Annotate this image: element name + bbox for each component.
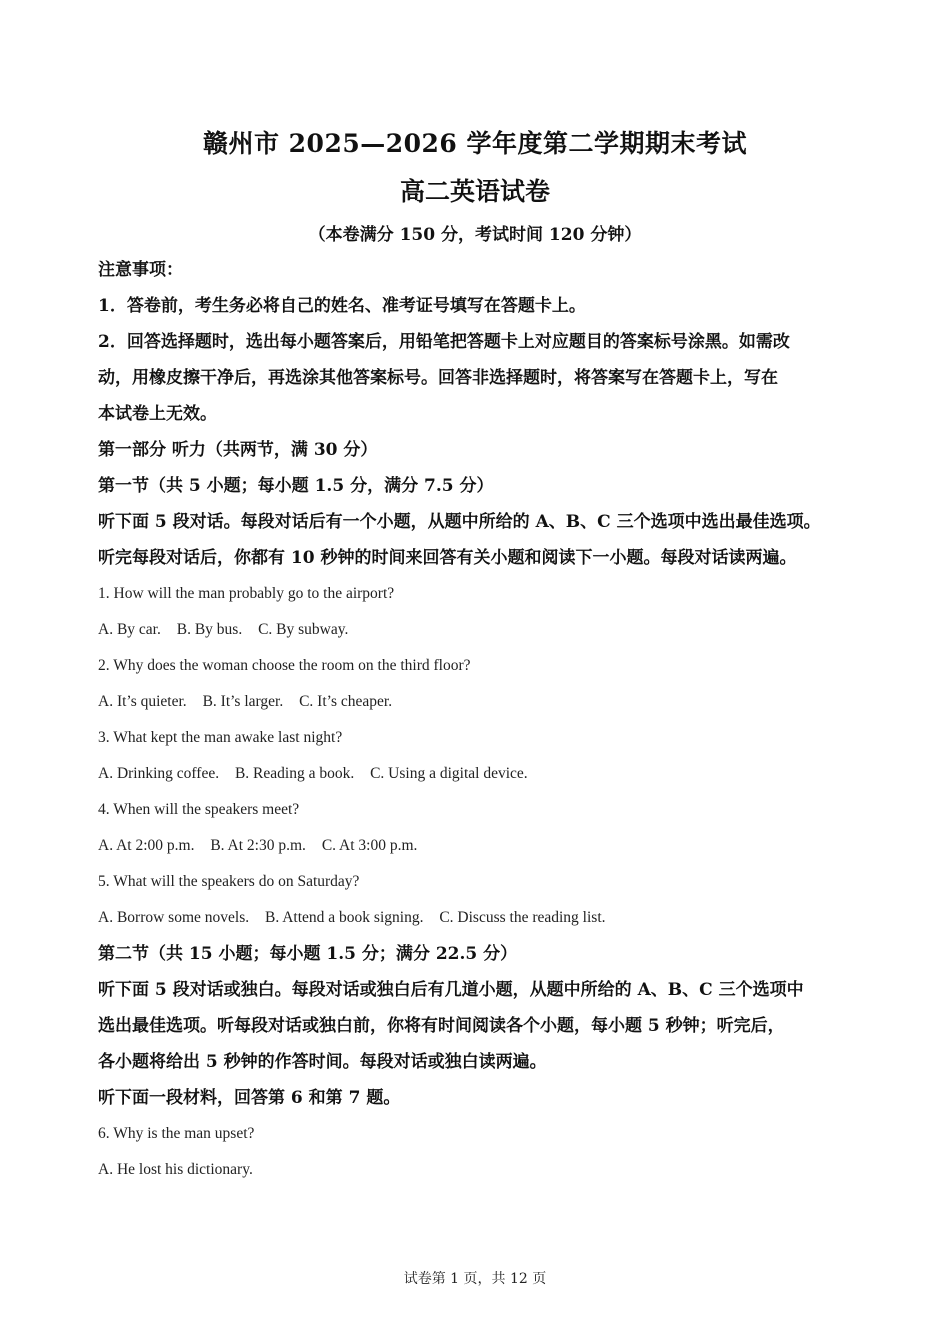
- material-heading: 听下面一段材料，回答第 6 和第 7 题。: [98, 1088, 401, 1108]
- section2-instruction-line-2: 选出最佳选项。听每段对话或独白前，你将有时间阅读各个小题，每小题 5 秒钟；听完后，: [98, 1016, 785, 1036]
- question-1: 1. How will the man probably go to the airport?: [98, 585, 395, 602]
- notice-item-2-line-1: 2．回答选择题时，选出每小题答案后，用铅笔把答题卡上对应题目的答案标号涂黑。如需改: [98, 332, 790, 352]
- section1-instruction-line-1: 听下面 5 段对话。每段对话后有一个小题，从题中所给的 A、B、C 三个选项中选出最佳选项。: [98, 512, 821, 532]
- exam-score-note: （本卷满分 150 分，考试时间 120 分钟）: [308, 225, 642, 245]
- option-b: B. At 2:30 p.m.: [210, 837, 306, 854]
- question-5: 5. What will the speakers do on Saturday?: [98, 873, 360, 890]
- section1-instruction-line-2: 听完每段对话后，你都有 10 秒钟的时间来回答有关小题和阅读下一小题。每段对话读两遍。: [98, 548, 797, 568]
- question-3-options: [98, 756, 858, 792]
- question-1-options: [98, 612, 858, 648]
- notice-item-1: 1．答卷前，考生务必将自己的姓名、准考证号填写在答题卡上。: [98, 296, 586, 316]
- option-a: A. By car.: [98, 621, 161, 638]
- option-c: C. It’s cheaper.: [299, 693, 393, 710]
- option-b: B. It’s larger.: [202, 693, 284, 710]
- option-b: B. By bus.: [176, 621, 243, 638]
- section2-instruction-line-3: 各小题将给出 5 秒钟的作答时间。每段对话或独白读两遍。: [98, 1052, 547, 1072]
- exam-subtitle: 高二英语试卷: [399, 177, 550, 206]
- notice-heading: 注意事项：: [98, 260, 183, 280]
- option-b: B. Attend a book signing.: [265, 909, 424, 926]
- option-b: B. Reading a book.: [234, 765, 355, 782]
- option-c: C. At 3:00 p.m.: [321, 837, 418, 854]
- page-footer: 试卷第 1 页，共 12 页: [403, 1271, 547, 1287]
- question-4: 4. When will the speakers meet?: [98, 801, 300, 818]
- option-a: A. It’s quieter.: [98, 693, 187, 710]
- option-c: C. By subway.: [258, 621, 349, 638]
- question-6-option-a: A. He lost his dictionary.: [98, 1161, 253, 1178]
- option-a: A. Borrow some novels.: [98, 909, 250, 926]
- section2-heading: 第二节（共 15 小题；每小题 1.5 分；满分 22.5 分）: [98, 944, 518, 964]
- notice-item-2-line-3: 本试卷上无效。: [98, 404, 217, 424]
- section1-heading: 第一节（共 5 小题；每小题 1.5 分，满分 7.5 分）: [98, 476, 494, 496]
- question-5-options: [98, 900, 858, 936]
- question-2: 2. Why does the woman choose the room on the third floor?: [98, 657, 471, 674]
- question-3: 3. What kept the man awake last night?: [98, 729, 343, 746]
- exam-title: 赣州市 2025—2026 学年度第二学期期末考试: [202, 129, 748, 158]
- option-a: A. At 2:00 p.m.: [98, 837, 195, 854]
- option-a: A. Drinking coffee.: [98, 765, 220, 782]
- option-c: C. Discuss the reading list.: [439, 909, 606, 926]
- question-6: 6. Why is the man upset?: [98, 1125, 255, 1142]
- option-c: C. Using a digital device.: [370, 765, 528, 782]
- exam-content: [98, 252, 858, 1188]
- section2-instruction-line-1: 听下面 5 段对话或独白。每段对话或独白后有几道小题，从题中所给的 A、B、C 三个选项中: [98, 980, 804, 1000]
- notice-item-2-line-2: 动，用橡皮擦干净后，再选涂其他答案标号。回答非选择题时，将答案写在答题卡上，写在: [98, 368, 778, 388]
- question-2-options: [98, 684, 858, 720]
- question-4-options: [98, 828, 858, 864]
- part1-heading: 第一部分 听力（共两节，满 30 分）: [98, 440, 378, 460]
